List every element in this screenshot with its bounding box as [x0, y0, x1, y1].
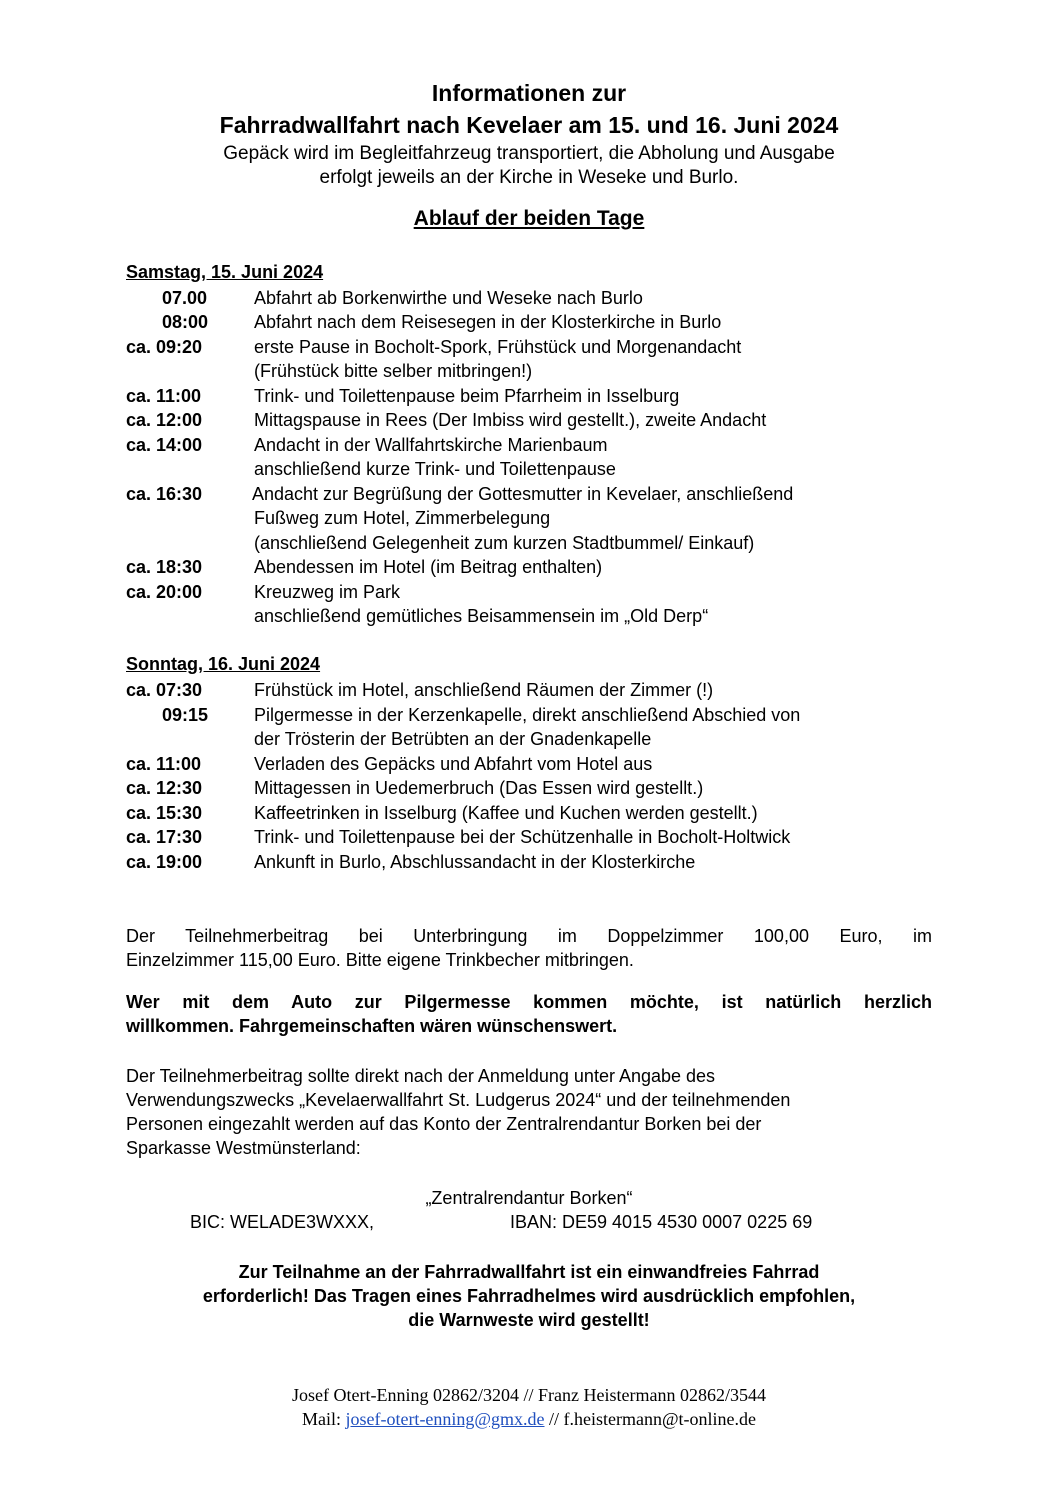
schedule-row: [126, 433, 946, 457]
schedule-row: [126, 703, 946, 727]
schedule-text: (Frühstück bitte selber mitbringen!): [254, 361, 533, 381]
schedule-row: [126, 604, 946, 628]
schedule-row: [126, 359, 946, 383]
schedule-time: ca. 12:30: [126, 778, 203, 798]
schedule-time: ca. 09:20: [126, 337, 203, 357]
schedule-row: [126, 408, 946, 432]
subtitle-line-2: erfolgt jeweils an der Kirche in Weseke und Burlo.: [319, 167, 739, 188]
schedule-row: [126, 752, 946, 776]
mail-separator: //: [549, 1409, 560, 1429]
schedule-row: [126, 727, 946, 751]
schedule-time: ca. 20:00: [126, 582, 203, 602]
schedule-time: ca. 15:30: [126, 803, 203, 823]
payment-line-1: Der Teilnehmerbeitrag sollte direkt nach der Anmeldung unter Angabe des: [126, 1066, 716, 1086]
bank-iban: IBAN: DE59 4015 4530 0007 0225 69: [510, 1212, 813, 1232]
schedule-row: [126, 678, 946, 702]
notice-line-3: die Warnweste wird gestellt!: [408, 1310, 650, 1330]
email-heistermann: f.heistermann@t-online.de: [563, 1409, 757, 1429]
schedule-row: [126, 310, 946, 334]
schedule-time: ca. 19:00: [126, 852, 203, 872]
payment-line-4: Sparkasse Westmünsterland:: [126, 1138, 361, 1158]
schedule-time: ca. 14:00: [126, 435, 203, 455]
bank-bic: BIC: WELADE3WXXX,: [190, 1212, 375, 1232]
title-line-2: Fahrradwallfahrt nach Kevelaer am 15. und 16. Juni 2024: [219, 112, 839, 138]
schedule-text: Verladen des Gepäcks und Abfahrt vom Hotel aus: [254, 754, 653, 774]
fee-paragraph: [126, 924, 932, 972]
notice-line-1: Zur Teilnahme an der Fahrradwallfahrt ist ein einwandfreies Fahrrad: [238, 1262, 820, 1282]
schedule-text: Mittagspause in Rees (Der Imbiss wird gestellt.), zweite Andacht: [254, 410, 767, 430]
schedule-text: Abfahrt ab Borkenwirthe und Weseke nach Burlo: [254, 288, 643, 308]
schedule-row: [126, 801, 946, 825]
schedule-row: [126, 286, 946, 310]
schedule-text: Abfahrt nach dem Reisesegen in der Klosterkirche in Burlo: [254, 312, 722, 332]
payment-line-3: Personen eingezahlt werden auf das Konto der Zentralrendantur Borken bei der: [126, 1114, 762, 1134]
schedule-row: [126, 776, 946, 800]
schedule-time: ca. 17:30: [126, 827, 203, 847]
email-link-otert-enning[interactable]: josef-otert-enning@gmx.de: [345, 1409, 545, 1429]
schedule-time: ca. 12:00: [126, 410, 203, 430]
schedule-row: [126, 335, 946, 359]
schedule-time: ca. 07:30: [126, 680, 203, 700]
fee-line-2: Einzelzimmer 115,00 Euro. Bitte eigene Trinkbecher mitbringen.: [126, 950, 634, 970]
sunday-heading: Sonntag, 16. Juni 2024: [126, 654, 321, 674]
section-title: Ablauf der beiden Tage: [413, 207, 645, 230]
schedule-text: Andacht zur Begrüßung der Gottesmutter in Kevelaer, anschließend: [252, 484, 794, 504]
car-note-line-1: Wer mit dem Auto zur Pilgermesse kommen möchte, ist natürlich herzlich: [126, 992, 932, 1012]
schedule-row: [126, 506, 946, 530]
schedule-time: 09:15: [162, 705, 209, 725]
saturday-heading: Samstag, 15. Juni 2024: [126, 262, 324, 282]
schedule-time: 08:00: [162, 312, 209, 332]
schedule-text: (anschließend Gelegenheit zum kurzen Stadtbummel/ Einkauf): [254, 533, 755, 553]
schedule-text: Kreuzweg im Park: [254, 582, 401, 602]
schedule-time: ca. 11:00: [126, 386, 202, 406]
schedule-time: 07.00: [162, 288, 208, 308]
schedule-text: Fußweg zum Hotel, Zimmerbelegung: [254, 508, 551, 528]
payment-line-2: Verwendungszwecks „Kevelaerwallfahrt St. Ludgerus 2024“ und der teilnehmenden: [126, 1090, 791, 1110]
schedule-text: Pilgermesse in der Kerzenkapelle, direkt anschließend Abschied von: [254, 705, 801, 725]
schedule-time: ca. 16:30: [126, 484, 203, 504]
bicycle-notice: [0, 1260, 1058, 1332]
footer-contacts: Josef Otert-Enning 02862/3204 // Franz Heistermann 02862/3544: [292, 1385, 766, 1405]
car-note: [126, 990, 932, 1038]
schedule-text: Trink- und Toilettenpause bei der Schützenhalle in Bocholt-Holtwick: [254, 827, 791, 847]
schedule-text: erste Pause in Bocholt-Spork, Frühstück und Morgenandacht: [254, 337, 742, 357]
schedule-time: ca. 11:00: [126, 754, 202, 774]
payment-paragraph: [126, 1064, 932, 1160]
mail-label: Mail:: [301, 1409, 341, 1429]
schedule-text: Mittagessen in Uedemerbruch (Das Essen wird gestellt.): [254, 778, 704, 798]
schedule-time: ca. 18:30: [126, 557, 203, 577]
schedule-row: [126, 384, 946, 408]
schedule-row: [126, 482, 946, 506]
schedule-row: [126, 580, 946, 604]
title-line-1: Informationen zur: [431, 80, 627, 106]
schedule-text: Ankunft in Burlo, Abschlussandacht in der Klosterkirche: [254, 852, 696, 872]
schedule-row: [126, 555, 946, 579]
schedule-row: [126, 531, 946, 555]
schedule-text: anschließend gemütliches Beisammensein im „Old Derp“: [254, 606, 709, 626]
schedule-text: anschließend kurze Trink- und Toilettenpause: [254, 459, 616, 479]
footer-mail: [0, 1408, 1058, 1431]
schedule-text: Kaffeetrinken in Isselburg (Kaffee und Kuchen werden gestellt.): [254, 803, 758, 823]
notice-line-2: erforderlich! Das Tragen eines Fahrradhelmes wird ausdrücklich empfohlen,: [202, 1286, 856, 1306]
subtitle-line-1: Gepäck wird im Begleitfahrzeug transportiert, die Abholung und Ausgabe: [223, 143, 835, 164]
fee-line-1: Der Teilnehmerbeitrag bei Unterbringung im Doppelzimmer 100,00 Euro, im: [126, 926, 932, 946]
schedule-text: der Trösterin der Betrübten an der Gnadenkapelle: [254, 729, 652, 749]
subtitle: [0, 142, 1058, 190]
schedule-text: Andacht in der Wallfahrtskirche Marienbaum: [254, 435, 608, 455]
schedule-row: [126, 850, 946, 874]
car-note-line-2: willkommen. Fahrgemeinschaften wären wünschenswert.: [126, 1016, 618, 1036]
schedule-text: Frühstück im Hotel, anschließend Räumen der Zimmer (!): [254, 680, 714, 700]
schedule-row: [126, 457, 946, 481]
schedule-row: [126, 825, 946, 849]
schedule-text: Trink- und Toilettenpause beim Pfarrheim in Isselburg: [254, 386, 680, 406]
bank-account-name: „Zentralrendantur Borken“: [425, 1188, 633, 1208]
schedule-text: Abendessen im Hotel (im Beitrag enthalten): [254, 557, 603, 577]
